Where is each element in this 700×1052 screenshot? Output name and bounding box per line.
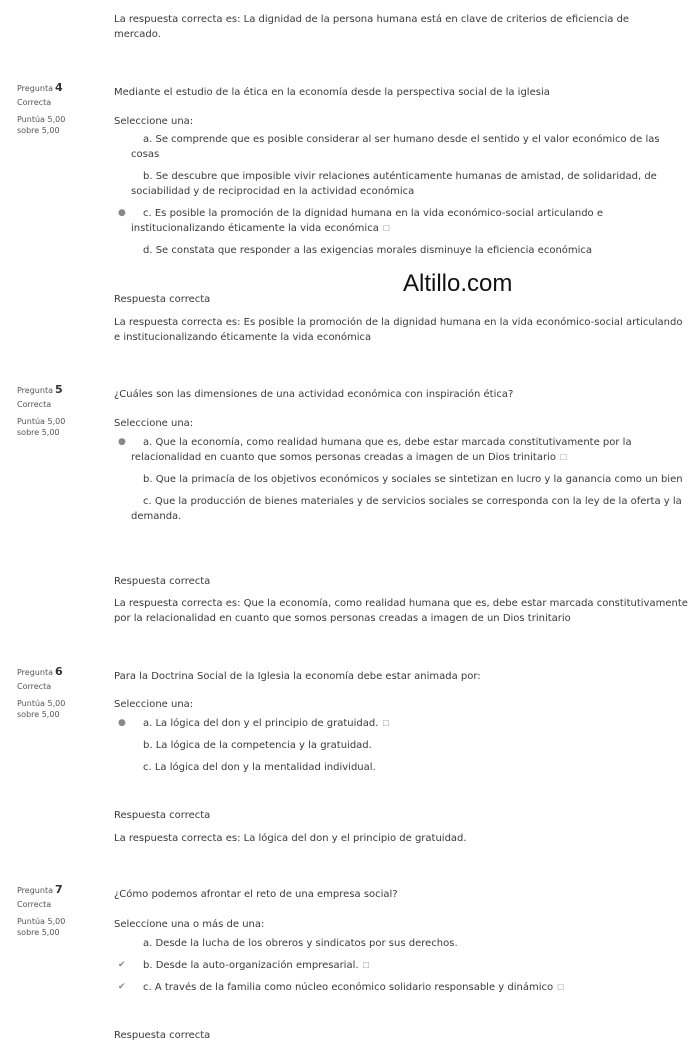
checkbox-checked-icon[interactable]: ✔: [118, 960, 126, 970]
question-state: Correcta: [17, 400, 52, 409]
answer-options: [114, 132, 684, 265]
question-text: Mediante el estudio de la ética en la economía desde la perspectiva social de la iglesia: [114, 87, 550, 98]
answer-option[interactable]: [114, 958, 684, 973]
question-state: Correcta: [17, 900, 52, 909]
grade-line-2: sobre 5,00: [17, 126, 60, 135]
answer-prompt: Seleccione una:: [114, 699, 194, 710]
question-info: [17, 666, 87, 720]
answer-options: [114, 716, 684, 782]
option-text: c. La lógica del don y la mentalidad individual.: [143, 762, 376, 773]
answer-option[interactable]: [114, 494, 684, 524]
radio-selected-icon[interactable]: ●: [118, 437, 126, 447]
answer-options: [114, 435, 684, 531]
question-label: Pregunta: [17, 386, 53, 395]
answer-option[interactable]: [114, 472, 684, 487]
correct-flag-icon: ☐: [557, 983, 565, 992]
grade-line-1: Puntúa 5,00: [17, 917, 66, 926]
grade-line-2: sobre 5,00: [17, 428, 60, 437]
option-text: b. Que la primacía de los objetivos económicos y sociales se sintetizan en lucro y la ganancia como un bien: [143, 474, 683, 485]
option-text: c. Que la producción de bienes materiales y de servicios sociales se corresponda con la ley de la oferta y la demanda.: [131, 496, 682, 522]
option-text: a. Se comprende que es posible considerar al ser humano desde el sentido y el valor económico de las cosas: [131, 134, 660, 160]
outcome-title: Respuesta correcta: [114, 1030, 211, 1041]
answer-option[interactable]: [114, 169, 684, 199]
option-text: c. Es posible la promoción de la dignidad humana en la vida económico-social articulando e institucionalizando éticamente la vida económica: [131, 208, 603, 234]
grade-line-2: sobre 5,00: [17, 928, 60, 937]
answer-prompt: Seleccione una:: [114, 418, 194, 429]
question-text: ¿Cómo podemos afrontar el reto de una empresa social?: [114, 889, 398, 900]
option-text: b. Desde la auto-organización empresarial.: [143, 960, 359, 971]
correct-flag-icon: ☐: [559, 453, 568, 462]
watermark-text: Altillo.com: [403, 270, 513, 297]
answer-option[interactable]: [114, 980, 684, 995]
question-text: Para la Doctrina Social de la Iglesia la economía debe estar animada por:: [114, 671, 481, 682]
answer-option[interactable]: [114, 243, 684, 258]
option-text: b. Se descubre que imposible vivir relaciones auténticamente humanas de amistad, de solidaridad, de sociabilidad y de reciprocidad en la actividad económica: [131, 171, 657, 197]
previous-right-answer: La respuesta correcta es: La dignidad de la persona humana está en clave de criterios de eficiencia de mercado.: [114, 14, 630, 40]
question-label: Pregunta: [17, 84, 53, 93]
radio-selected-icon[interactable]: ●: [118, 718, 126, 728]
correct-flag-icon: ☐: [362, 961, 370, 970]
outcome-title: Respuesta correcta: [114, 294, 211, 305]
option-text: a. Que la economía, como realidad humana que es, debe estar marcada constitutivamente por la relacionalidad en cuanto que somos personas creadas a imagen de un Dios trinitario: [131, 437, 632, 463]
question-number: 7: [54, 883, 63, 896]
question-label: Pregunta: [17, 886, 53, 895]
grade-line-1: Puntúa 5,00: [17, 417, 66, 426]
grade-line-1: Puntúa 5,00: [17, 115, 66, 124]
right-answer: La respuesta correcta es: Que la economía, como realidad humana que es, debe estar marcada constitutivamente por la relacionalidad en cuanto que somos personas creadas a imagen de un Dios trinitario: [114, 598, 688, 624]
answer-option[interactable]: [114, 435, 684, 465]
option-text: a. La lógica del don y el principio de gratuidad.: [143, 718, 379, 729]
answer-option[interactable]: [114, 716, 684, 731]
grade-line-1: Puntúa 5,00: [17, 699, 66, 708]
correct-flag-icon: ☐: [382, 224, 390, 233]
question-number: 4: [54, 81, 63, 94]
outcome-title: Respuesta correcta: [114, 576, 211, 587]
right-answer: La respuesta correcta es: La lógica del don y el principio de gratuidad.: [114, 833, 467, 844]
question-number: 6: [54, 665, 63, 678]
answer-option[interactable]: [114, 738, 684, 753]
radio-selected-icon[interactable]: ●: [118, 208, 126, 218]
correct-flag-icon: ☐: [382, 719, 390, 728]
answer-option[interactable]: [114, 936, 684, 951]
question-state: Correcta: [17, 98, 52, 107]
answer-prompt: Seleccione una o más de una:: [114, 919, 265, 930]
outcome-title: Respuesta correcta: [114, 810, 211, 821]
option-text: a. Desde la lucha de los obreros y sindicatos por sus derechos.: [143, 938, 458, 949]
question-info: [17, 384, 87, 438]
answer-option[interactable]: [114, 760, 684, 775]
grade-line-2: sobre 5,00: [17, 710, 60, 719]
question-info: [17, 884, 87, 938]
right-answer: La respuesta correcta es: Es posible la promoción de la dignidad humana en la vida económico-social articulando e institucionalizando éticamente la vida económica: [114, 317, 683, 343]
question-info: [17, 82, 87, 136]
option-text: c. A través de la familia como núcleo económico solidario responsable y dinámico: [143, 982, 554, 993]
answer-option[interactable]: [114, 132, 684, 162]
answer-prompt: Seleccione una:: [114, 116, 194, 127]
answer-options: [114, 936, 684, 1002]
question-label: Pregunta: [17, 668, 53, 677]
option-text: d. Se constata que responder a las exigencias morales disminuye la eficiencia económica: [143, 245, 593, 256]
checkbox-checked-icon[interactable]: ✔: [118, 982, 126, 992]
answer-option[interactable]: [114, 206, 684, 236]
question-number: 5: [54, 383, 63, 396]
question-state: Correcta: [17, 682, 52, 691]
option-text: b. La lógica de la competencia y la gratuidad.: [143, 740, 372, 751]
question-text: ¿Cuáles son las dimensiones de una actividad económica con inspiración ética?: [114, 389, 514, 400]
